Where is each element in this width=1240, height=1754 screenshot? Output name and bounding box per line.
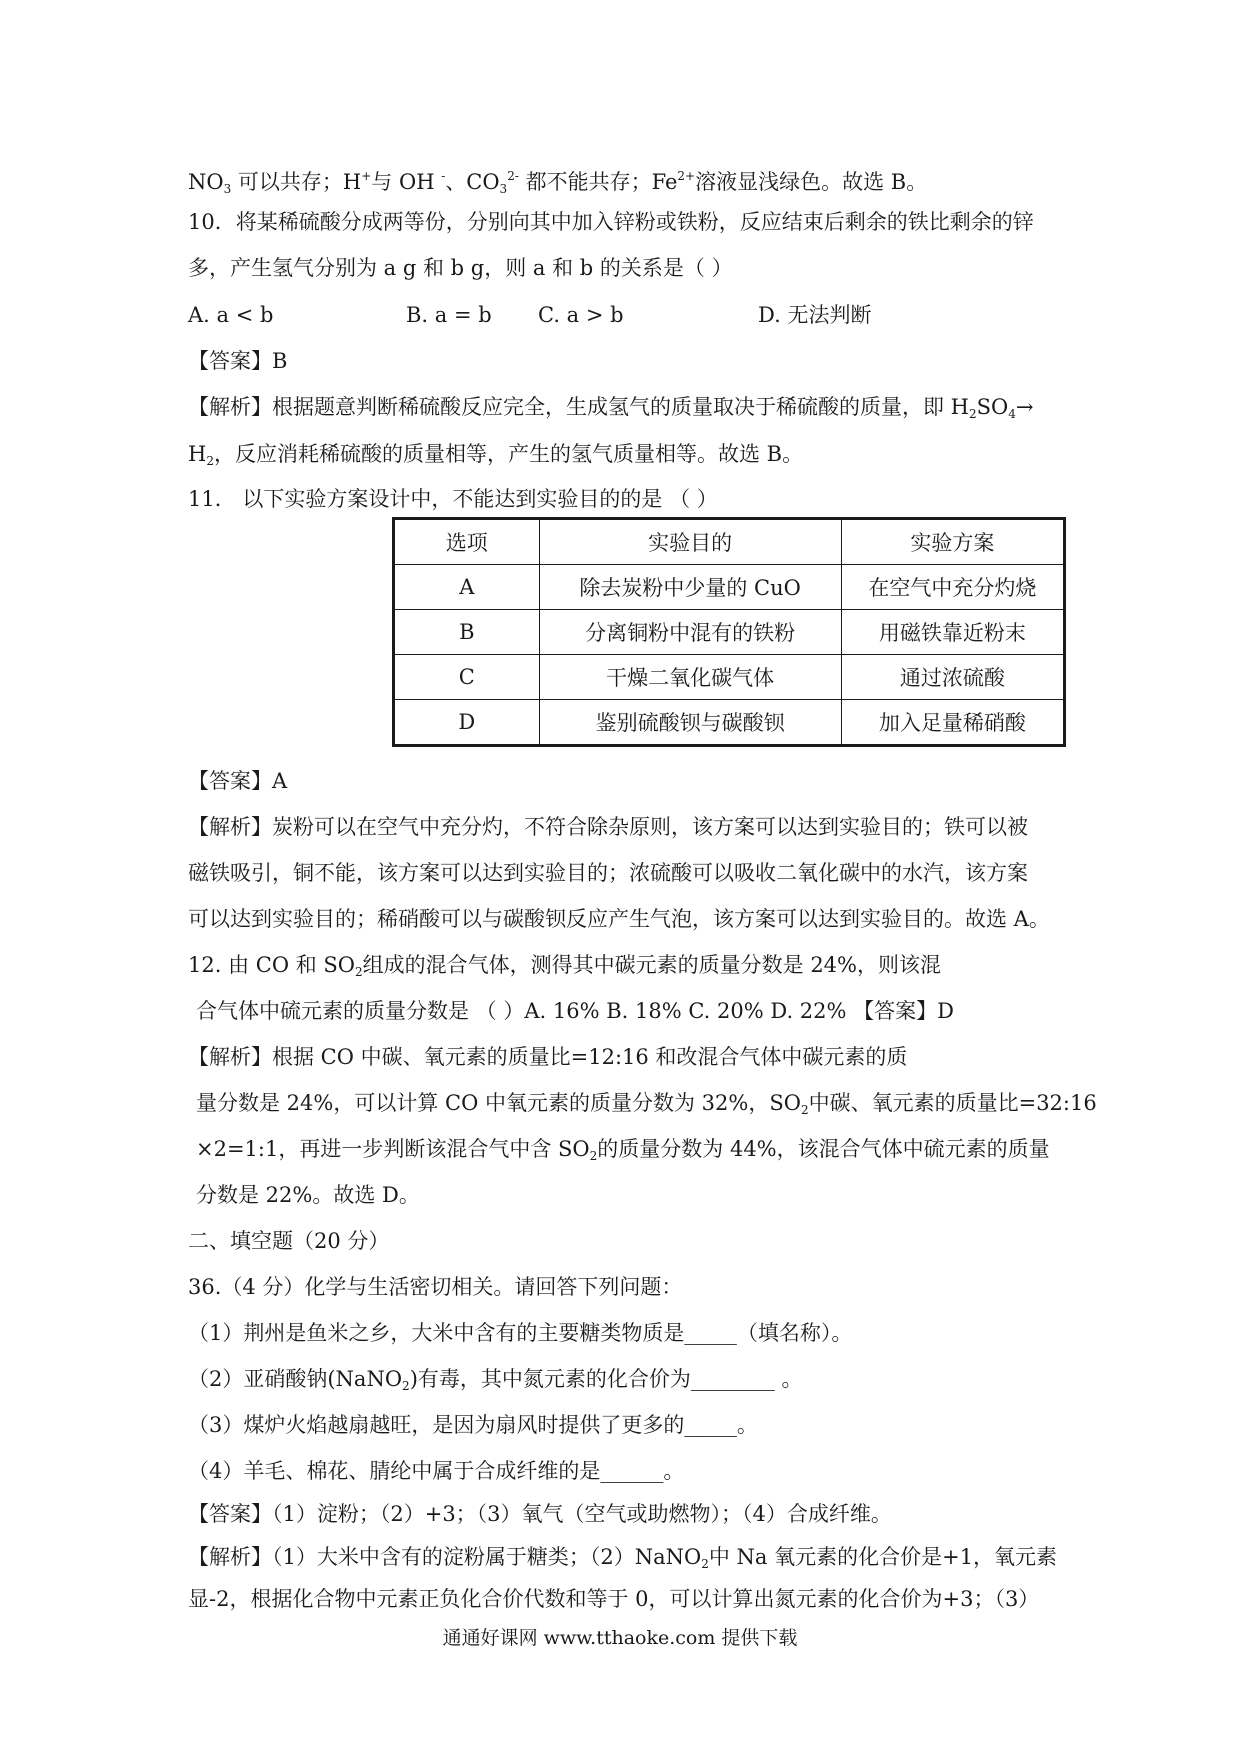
q36-part2: （2）亚硝酸钠(NaNO$_2$)有毒，其中氮元素的化合价为________ 。 xyxy=(188,1367,803,1393)
table-cell: 加入足量稀硝酸 xyxy=(841,700,1064,746)
table-row xyxy=(394,565,1065,610)
table-cell: 鉴别硫酸钡与碳酸钡 xyxy=(539,700,841,746)
q10-option-a: A. a < b xyxy=(188,303,274,327)
table-cell: 用磁铁靠近粉末 xyxy=(841,610,1064,655)
table-cell: C xyxy=(394,655,540,700)
q10-stem-line2: 多，产生氢气分别为 a g 和 b g，则 a 和 b 的关系是（ ） xyxy=(188,256,733,280)
q10-option-d: D. 无法判断 xyxy=(758,303,872,327)
table-cell: D xyxy=(394,700,540,746)
section-title: 二、填空题（20 分） xyxy=(188,1229,390,1253)
q36-analysis-line2: 显-2，根据化合物中元素正负化合价代数和等于 0，可以计算出氮元素的化合价为+3；（3） xyxy=(188,1587,1040,1611)
table-cell: 除去炭粉中少量的 CuO xyxy=(539,565,841,610)
q36-answer: 【答案】（1）淀粉；（2）+3；（3）氧气（空气或助燃物）；（4）合成纤维。 xyxy=(188,1502,892,1526)
q10-analysis-line2: $H_2$，反应消耗稀硫酸的质量相等，产生的氢气质量相等。故选 B。 xyxy=(188,442,804,468)
q12-analysis-line3: ×2=1:1，再进一步判断该混合气中含 $SO_2$的质量分数为 44%，该混合气体中硫元素的质量 xyxy=(196,1137,1050,1163)
table-header-plan: 实验方案 xyxy=(841,519,1064,565)
table-header-purpose: 实验目的 xyxy=(539,519,841,565)
text-line-ion-coexistence: $NO_3$ 可以共存；H+与 OH -、$CO_3^{2-}$ 都不能共存；$Fe^{2+}$溶液显浅绿色。故选 B。 xyxy=(188,169,928,196)
q36-analysis-line1: 【解析】（1）大米中含有的淀粉属于糖类；（2）NaNO$_2$中 Na 氧元素的化合价是+1，氧元素 xyxy=(188,1545,1058,1571)
table-row xyxy=(394,655,1065,700)
q36-part1: （1）荆州是鱼米之乡，大米中含有的主要糖类物质是_____（填名称）。 xyxy=(188,1321,853,1345)
table-cell: 通过浓硫酸 xyxy=(841,655,1064,700)
q10-stem-line1: 10．将某稀硫酸分成两等份，分别向其中加入锌粉或铁粉，反应结束后剩余的铁比剩余的锌 xyxy=(188,210,1034,234)
page-footer: 通通好课网 www.tthaoke.com 提供下载 xyxy=(442,1627,798,1649)
q11-stem: 11． 以下实验方案设计中，不能达到实验目的的是 （ ） xyxy=(188,487,718,511)
table-header-row xyxy=(394,519,1065,565)
experiment-table xyxy=(392,517,1066,747)
table-cell: A xyxy=(394,565,540,610)
q12-analysis-line1: 【解析】根据 CO 中碳、氧元素的质量比=12:16 和改混合气体中碳元素的质 xyxy=(188,1045,908,1069)
q12-line2: 合气体中硫元素的质量分数是 （ ）A. 16% B. 18% C. 20% D. 22% 【答案】D xyxy=(196,999,954,1023)
q36-part4: （4）羊毛、棉花、腈纶中属于合成纤维的是______。 xyxy=(188,1459,685,1483)
q10-answer: 【答案】B xyxy=(188,349,288,373)
q12-line1: 12. 由 CO 和 $SO_2$组成的混合气体，测得其中碳元素的质量分数是 24%，则该混 xyxy=(188,953,941,979)
table-header-option: 选项 xyxy=(394,519,540,565)
q11-analysis-line2: 磁铁吸引，铜不能，该方案可以达到实验目的；浓硫酸可以吸收二氧化碳中的水汽，该方案 xyxy=(188,861,1028,885)
q10-option-c: C. a > b xyxy=(538,303,624,327)
q10-option-b: B. a = b xyxy=(406,303,492,327)
q36-stem: 36.（4 分）化学与生活密切相关。请回答下列问题： xyxy=(188,1275,683,1299)
q12-analysis-line4: 分数是 22%。故选 D。 xyxy=(196,1183,420,1207)
table-row xyxy=(394,610,1065,655)
q10-analysis-line1: 【解析】根据题意判断稀硫酸反应完全，生成氢气的质量取决于稀硫酸的质量，即 $H_2SO_4\to$ xyxy=(188,395,1034,421)
q10-options xyxy=(188,300,871,330)
q11-analysis-line3: 可以达到实验目的；稀硝酸可以与碳酸钡反应产生气泡，该方案可以达到实验目的。故选 A。 xyxy=(188,907,1050,931)
table-cell: B xyxy=(394,610,540,655)
table-cell: 干燥二氧化碳气体 xyxy=(539,655,841,700)
table-cell: 在空气中充分灼烧 xyxy=(841,565,1064,610)
table-row xyxy=(394,700,1065,746)
table-cell: 分离铜粉中混有的铁粉 xyxy=(539,610,841,655)
q11-answer: 【答案】A xyxy=(188,769,288,793)
q11-analysis-line1: 【解析】炭粉可以在空气中充分灼，不符合除杂原则，该方案可以达到实验目的；铁可以被 xyxy=(188,815,1028,839)
q12-analysis-line2: 量分数是 24%，可以计算 CO 中氧元素的质量分数为 32%，$SO_2$中碳、氧元素的质量比=32:16 xyxy=(196,1091,1097,1117)
q36-part3: （3）煤炉火焰越扇越旺，是因为扇风时提供了更多的_____。 xyxy=(188,1413,758,1437)
